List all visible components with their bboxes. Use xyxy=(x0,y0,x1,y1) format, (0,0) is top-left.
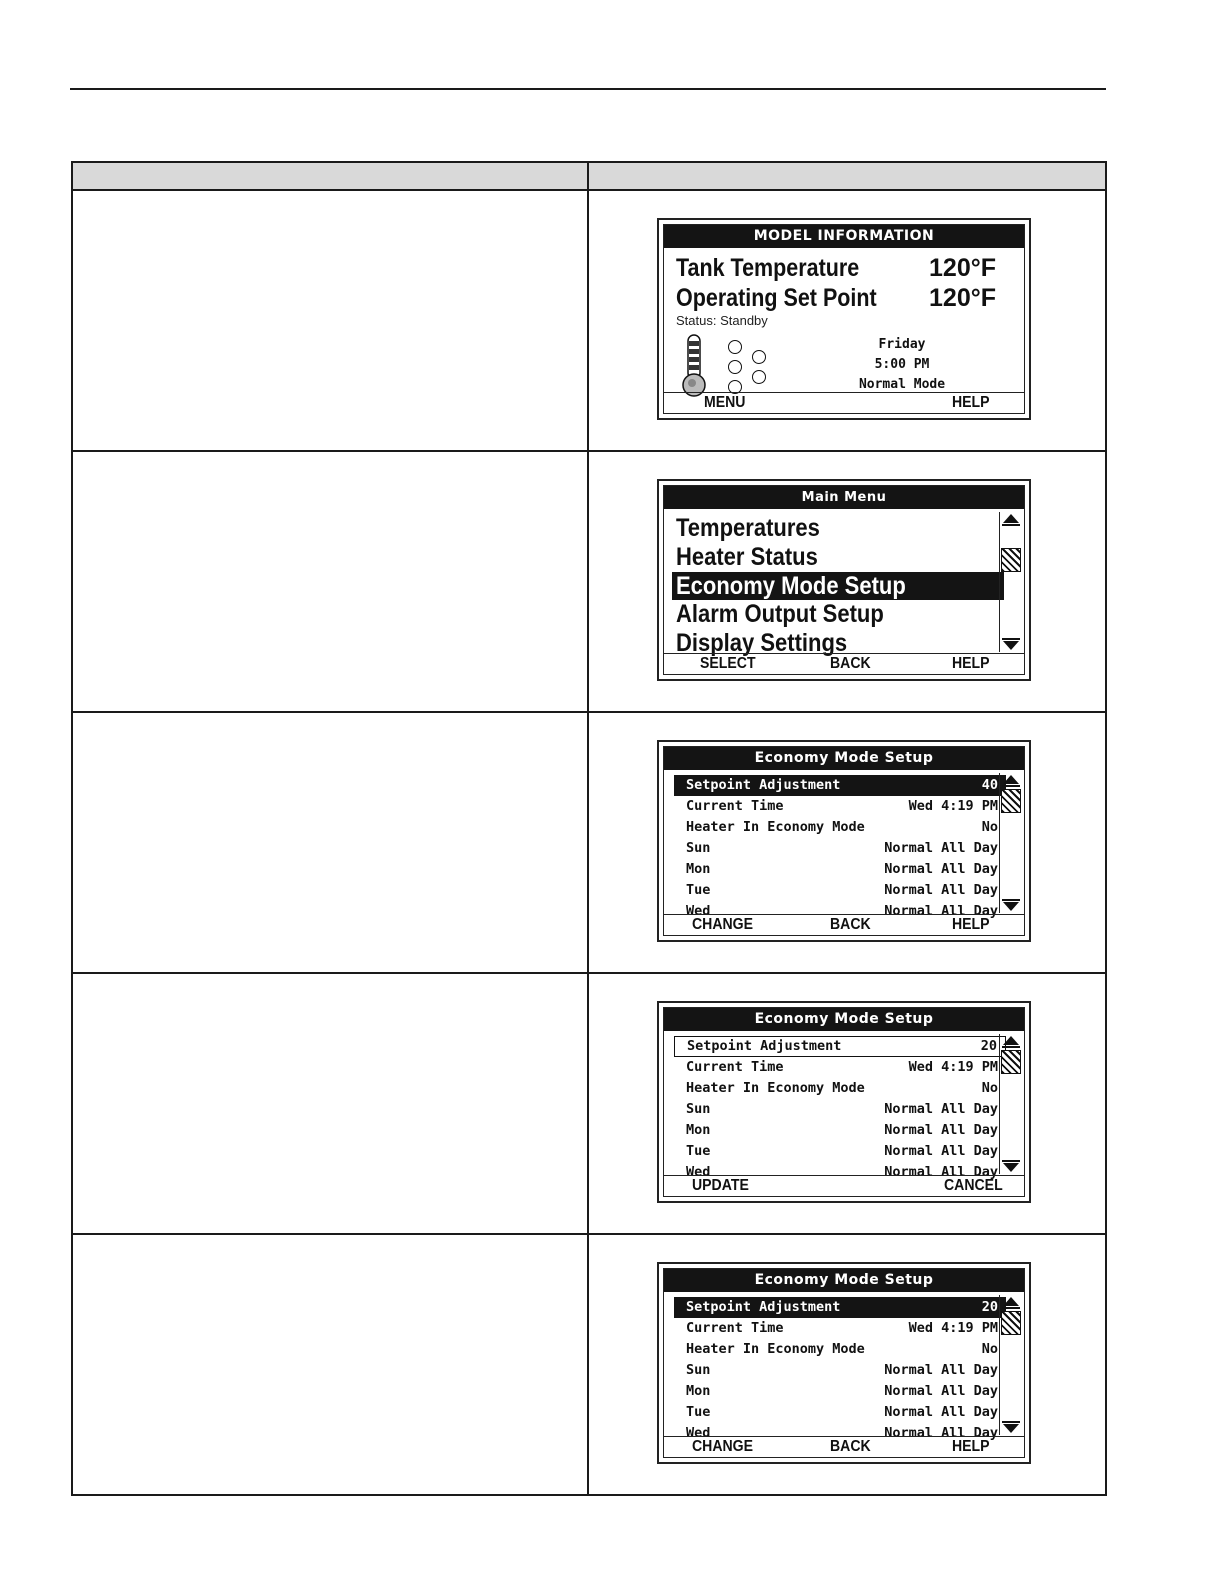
setting-row-current-time[interactable]: Current Time Wed 4:19 PM xyxy=(686,1059,998,1075)
setting-row-mon[interactable]: Mon Normal All Day xyxy=(686,1383,998,1399)
setting-row-current-time[interactable]: Current Time Wed 4:19 PM xyxy=(686,798,998,814)
step-text-cell xyxy=(72,1234,588,1495)
step-text-cell xyxy=(72,190,588,451)
display-cell xyxy=(588,451,1106,712)
cancel-softkey[interactable]: CANCEL xyxy=(944,1177,1003,1194)
setting-row-current-time[interactable]: Current Time Wed 4:19 PM xyxy=(686,1320,998,1336)
lcd-economy-mode-setup xyxy=(657,740,1031,942)
scroll-down-arrow-icon[interactable] xyxy=(1003,1424,1019,1433)
setting-row-heater-in-economy-mode[interactable]: Heater In Economy Mode No xyxy=(686,1080,998,1096)
help-softkey[interactable]: HELP xyxy=(952,1438,990,1455)
lcd-title: Economy Mode Setup xyxy=(664,1008,1024,1031)
setting-row-sun[interactable]: Sun Normal All Day xyxy=(686,1362,998,1378)
top-rule xyxy=(70,88,1106,90)
softkey-bar xyxy=(664,914,1024,935)
scroll-up-arrow-icon[interactable] xyxy=(1003,1297,1019,1306)
setting-row-tue[interactable]: Tue Normal All Day xyxy=(686,1404,998,1420)
scroll-down-arrow-icon[interactable] xyxy=(1003,641,1019,650)
back-softkey[interactable]: BACK xyxy=(830,1438,871,1455)
setting-row-setpoint-adjustment[interactable]: Setpoint Adjustment 40 xyxy=(674,775,1006,796)
help-softkey[interactable]: HELP xyxy=(952,394,990,411)
scroll-thumb[interactable] xyxy=(1001,1050,1021,1074)
table-row xyxy=(72,712,1106,973)
table-row xyxy=(72,973,1106,1234)
scrollbar[interactable] xyxy=(999,1295,1022,1435)
softkey-bar xyxy=(664,653,1024,674)
scrollbar[interactable] xyxy=(999,773,1022,913)
setting-row-wed[interactable]: Wed Normal All Day xyxy=(686,903,998,919)
setting-row-setpoint-adjustment-editing[interactable]: Setpoint Adjustment 20 xyxy=(674,1036,1006,1057)
update-softkey[interactable]: UPDATE xyxy=(692,1177,749,1194)
setting-row-wed[interactable]: Wed Normal All Day xyxy=(686,1425,998,1441)
table-row xyxy=(72,190,1106,451)
setting-row-wed[interactable]: Wed Normal All Day xyxy=(686,1164,998,1180)
menu-item-display-settings[interactable]: Display Settings xyxy=(676,629,848,657)
display-cell xyxy=(588,190,1106,451)
setting-row-setpoint-adjustment[interactable]: Setpoint Adjustment 20 xyxy=(674,1297,1006,1318)
scroll-thumb[interactable] xyxy=(1001,548,1021,572)
time-text: 5:00 PM xyxy=(874,357,930,372)
step-text-cell xyxy=(72,451,588,712)
setting-row-mon[interactable]: Mon Normal All Day xyxy=(686,861,998,877)
scrollbar[interactable] xyxy=(999,1034,1022,1174)
lcd-economy-mode-setup-updated xyxy=(657,1262,1031,1464)
menu-softkey[interactable]: MENU xyxy=(704,394,746,411)
scroll-up-arrow-icon[interactable] xyxy=(1003,514,1019,523)
lcd-title: MODEL INFORMATION xyxy=(664,225,1024,248)
menu-item-alarm-output-setup[interactable]: Alarm Output Setup xyxy=(676,600,884,628)
help-softkey[interactable]: HELP xyxy=(952,916,990,933)
softkey-bar xyxy=(664,1175,1024,1196)
setting-row-sun[interactable]: Sun Normal All Day xyxy=(686,840,998,856)
status-text: Status: Standby xyxy=(676,313,768,328)
menu-item-heater-status[interactable]: Heater Status xyxy=(676,543,818,571)
procedure-table xyxy=(71,161,1107,1496)
change-softkey[interactable]: CHANGE xyxy=(692,1438,754,1455)
help-softkey[interactable]: HELP xyxy=(952,655,990,672)
menu-item-economy-mode-setup[interactable]: Economy Mode Setup xyxy=(672,572,1004,600)
tank-temperature-label: Tank Temperature xyxy=(676,254,860,282)
setting-row-heater-in-economy-mode[interactable]: Heater In Economy Mode No xyxy=(686,819,998,835)
header-display xyxy=(588,162,1106,190)
scroll-up-arrow-icon[interactable] xyxy=(1003,775,1019,784)
menu-item-temperatures[interactable]: Temperatures xyxy=(676,514,820,542)
table-header-row xyxy=(72,162,1106,190)
scrollbar[interactable] xyxy=(999,512,1022,652)
thermometer-icon xyxy=(678,333,710,399)
scroll-thumb[interactable] xyxy=(1001,789,1021,813)
operating-set-point-label: Operating Set Point xyxy=(676,284,877,312)
header-action xyxy=(72,162,588,190)
lcd-title: Economy Mode Setup xyxy=(664,747,1024,770)
indicator-circle xyxy=(728,340,742,354)
day-text: Friday xyxy=(878,337,926,352)
softkey-bar xyxy=(664,392,1024,413)
table-row xyxy=(72,451,1106,712)
setting-row-heater-in-economy-mode[interactable]: Heater In Economy Mode No xyxy=(686,1341,998,1357)
mode-text: Normal Mode xyxy=(858,377,946,392)
operating-set-point-value: 120°F xyxy=(929,284,996,312)
lcd-model-information xyxy=(657,218,1031,420)
lcd-title: Economy Mode Setup xyxy=(664,1269,1024,1292)
indicator-circle xyxy=(752,350,766,364)
setting-row-tue[interactable]: Tue Normal All Day xyxy=(686,882,998,898)
back-softkey[interactable]: BACK xyxy=(830,916,871,933)
change-softkey[interactable]: CHANGE xyxy=(692,916,754,933)
tank-temperature-value: 120°F xyxy=(929,254,996,282)
setting-row-tue[interactable]: Tue Normal All Day xyxy=(686,1143,998,1159)
back-softkey[interactable]: BACK xyxy=(830,655,871,672)
select-softkey[interactable]: SELECT xyxy=(700,655,756,672)
table-row xyxy=(72,1234,1106,1495)
display-cell xyxy=(588,973,1106,1234)
indicator-circle xyxy=(728,360,742,374)
softkey-bar xyxy=(664,1436,1024,1457)
scroll-down-arrow-icon[interactable] xyxy=(1003,902,1019,911)
lcd-main-menu xyxy=(657,479,1031,681)
scroll-up-arrow-icon[interactable] xyxy=(1003,1036,1019,1045)
display-cell xyxy=(588,1234,1106,1495)
scroll-down-arrow-icon[interactable] xyxy=(1003,1163,1019,1172)
display-cell xyxy=(588,712,1106,973)
setting-row-mon[interactable]: Mon Normal All Day xyxy=(686,1122,998,1138)
lcd-economy-mode-setup-edit xyxy=(657,1001,1031,1203)
scroll-thumb[interactable] xyxy=(1001,1311,1021,1335)
step-text-cell xyxy=(72,973,588,1234)
indicator-circle xyxy=(752,370,766,384)
step-text-cell xyxy=(72,712,588,973)
lcd-title: Main Menu xyxy=(664,486,1024,509)
setting-row-sun[interactable]: Sun Normal All Day xyxy=(686,1101,998,1117)
